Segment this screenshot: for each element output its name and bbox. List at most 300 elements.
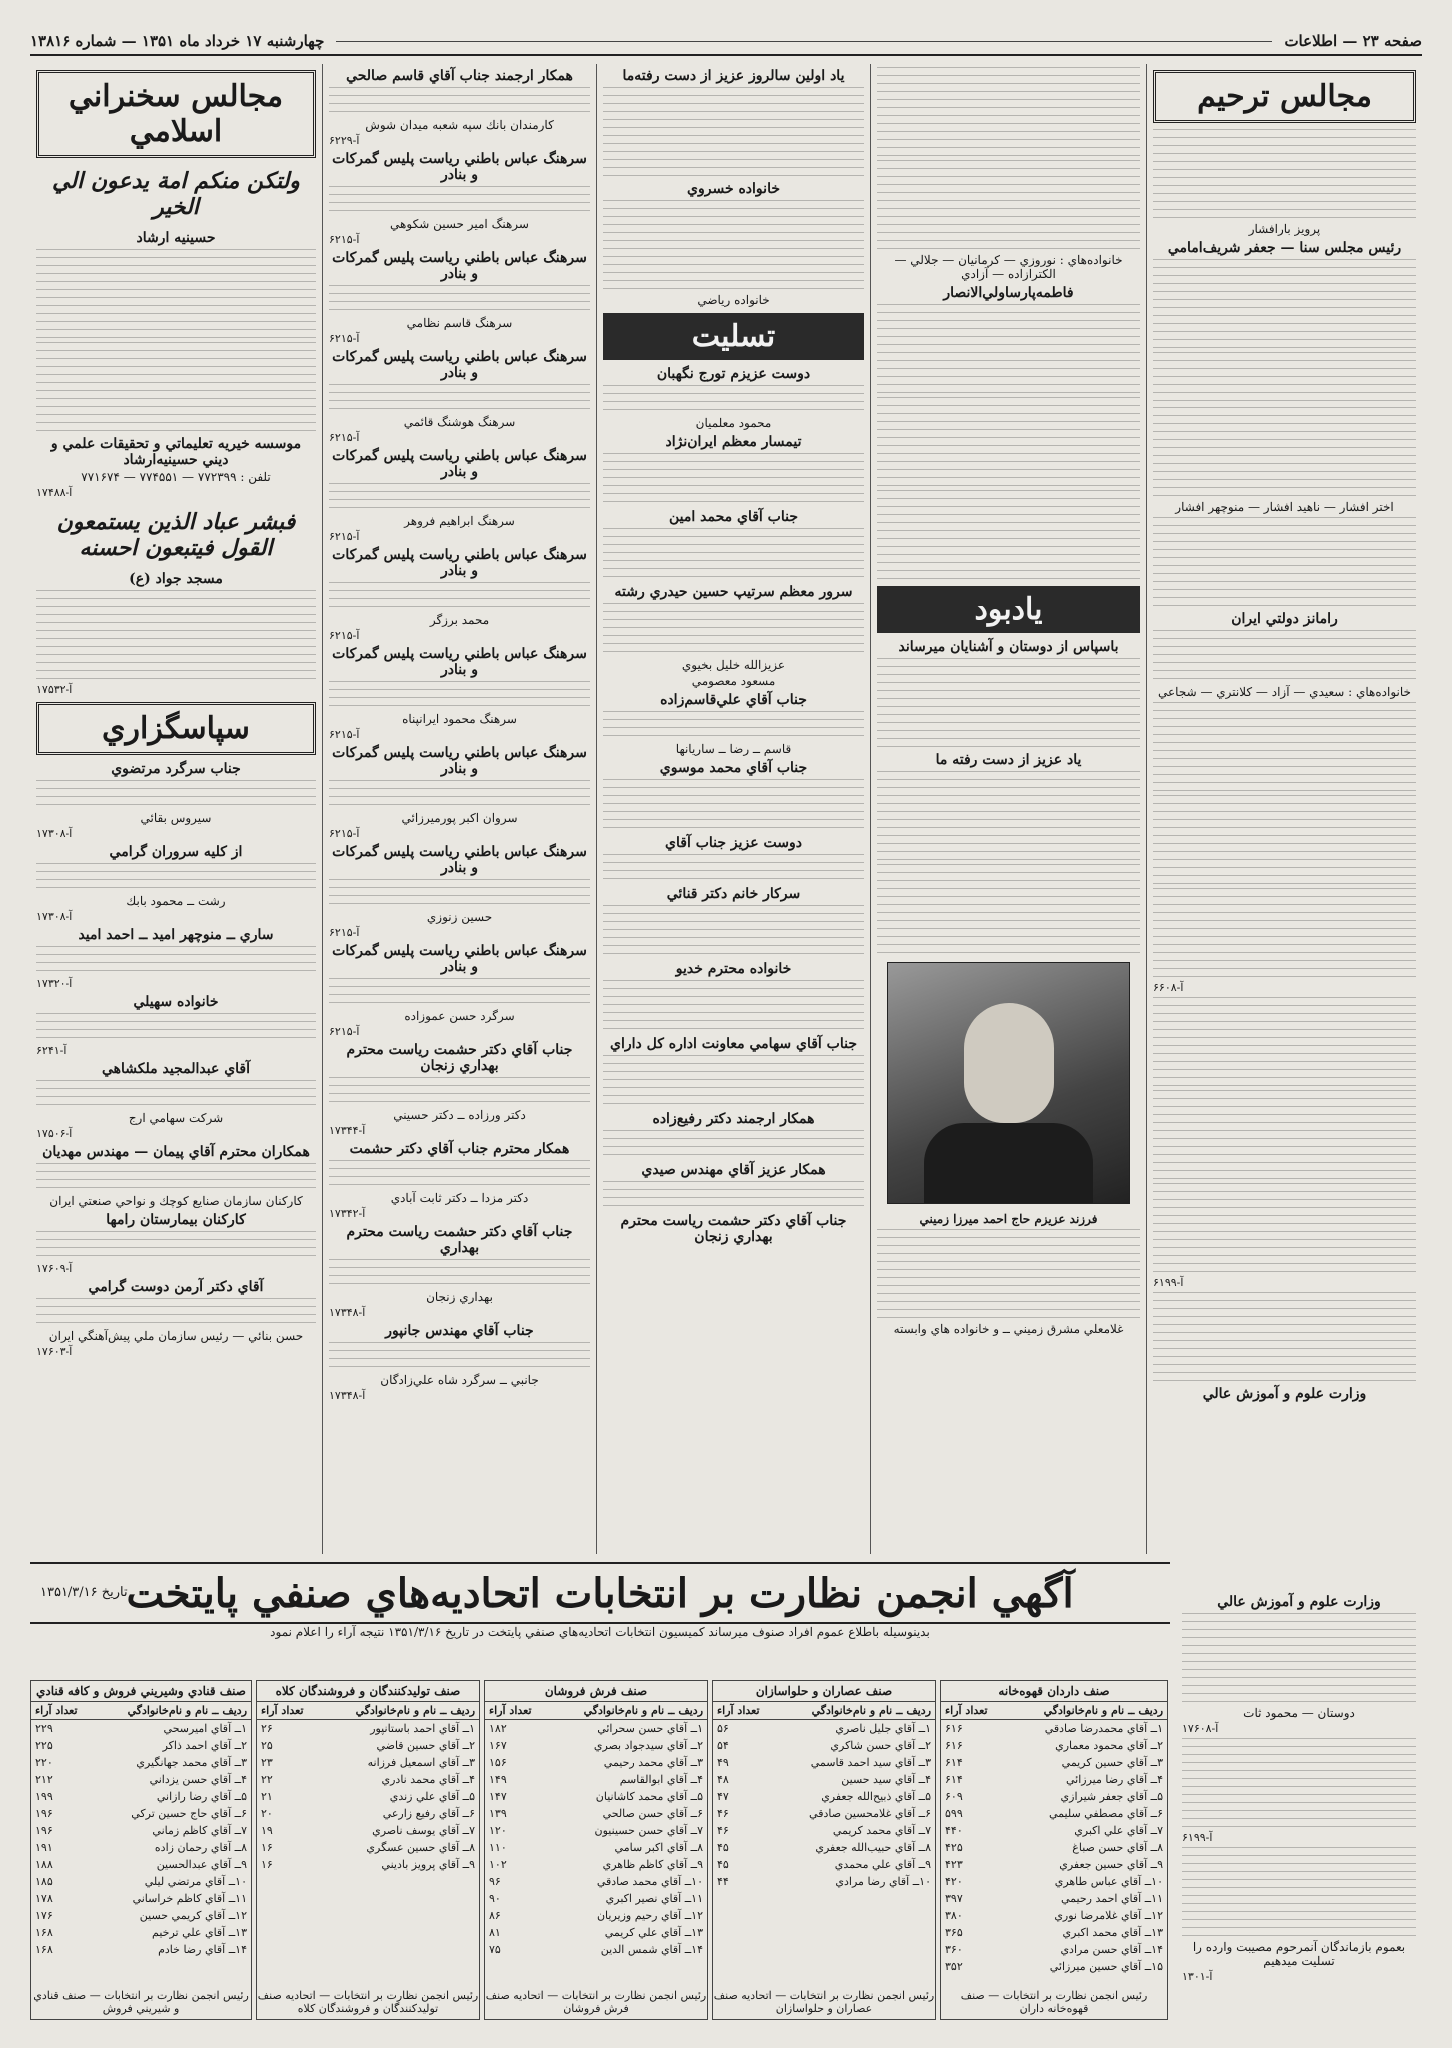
- yadbud-lines-heading: فاطمه‌پارساولي‌الانصار: [943, 285, 1074, 301]
- banner-date: تاريخ ۱۳۵۱/۳/۱۶: [40, 1585, 128, 1600]
- condolence-ad: [329, 448, 590, 543]
- ad-code: آ-۱۷۳۲۰: [36, 977, 73, 990]
- condolence-sign: دكتر ورزاده ــ دكتر حسيني: [393, 1108, 526, 1122]
- table-title: صنف داردان قهوه‌خانه: [941, 1681, 1167, 1702]
- candidate-votes: ۴۴: [717, 1875, 729, 1888]
- table-row: [485, 1856, 707, 1873]
- candidate-name: ۱۵ــ آقاي حسين ميرزائي: [1049, 1960, 1163, 1973]
- candidate-votes: ۱۶: [261, 1858, 273, 1871]
- table-footer: رئيس انجمن نظارت بر انتخابات — صنف قنادي و شيريني فروش: [33, 1989, 249, 2015]
- candidate-votes: ۱۸۸: [35, 1858, 53, 1871]
- condolence-sign: سرهنگ ابراهيم فروهر: [404, 514, 515, 528]
- text-lines: [603, 980, 864, 1032]
- candidate-votes: ۲۲۵: [35, 1739, 53, 1752]
- table-row: [257, 1720, 479, 1737]
- candidate-votes: ۵۴: [717, 1739, 729, 1752]
- sepas-sign: شركت سهامي ارج: [128, 1111, 224, 1125]
- candidate-votes: ۲۰: [261, 1807, 273, 1820]
- condolence-sign: سرهنگ امير حسين شكوهي: [390, 217, 529, 231]
- col-name-header: رديف ــ نام و نام‌خانوادگي: [127, 1704, 247, 1717]
- text-lines: [1153, 1292, 1416, 1382]
- text-lines: [36, 1163, 316, 1191]
- condolence-ad: [329, 1323, 590, 1402]
- text-lines: [329, 483, 590, 511]
- election-table: [940, 1680, 1168, 2020]
- candidate-name: ۸ــ آقاي حسن صباغ: [1072, 1841, 1163, 1854]
- candidate-votes: ۸۱: [489, 1926, 501, 1939]
- col-name-header: رديف ــ نام و نام‌خانوادگي: [811, 1704, 931, 1717]
- candidate-votes: ۴۶: [717, 1824, 729, 1837]
- text-lines: [329, 285, 590, 313]
- sepas-heading: آقاي دكتر آرمن دوست گرامي: [88, 1279, 264, 1295]
- candidate-votes: ۱۹: [261, 1824, 273, 1837]
- table-row: [713, 1839, 935, 1856]
- tasliyat-item: همكار عزيز آقاي مهندس صيدي: [641, 1162, 826, 1178]
- candidate-name: ۹ــ آقاي پرويز باديني: [381, 1858, 475, 1871]
- candidate-name: ۱ــ آقاي محمدرضا صادقي: [1044, 1722, 1163, 1735]
- table-title: صنف عصاران و حلواسازان: [713, 1681, 935, 1702]
- candidate-votes: ۴۵: [717, 1858, 729, 1871]
- tail-heading: وزارت علوم و آموزش عالي: [1217, 1594, 1381, 1610]
- table-row: [941, 1856, 1167, 1873]
- candidate-votes: ۵۹۹: [945, 1807, 963, 1820]
- condolence-sign: حسين زنوزي: [426, 910, 493, 924]
- condolence-heading: سرهنگ عباس باطني رياست پليس گمركات و بنادر: [332, 547, 587, 579]
- condolence-heading: جناب آقاي دكتر حشمت رياست محترم بهداري زنجان: [346, 1042, 573, 1074]
- candidate-votes: ۱۱۰: [489, 1841, 507, 1854]
- text-lines: [329, 582, 590, 610]
- condolence-sign: سرگرد حسن عموزاده: [404, 1009, 515, 1023]
- table-header: [31, 1702, 251, 1720]
- table-row: [31, 1873, 251, 1890]
- col-name-header: رديف ــ نام و نام‌خانوادگي: [1043, 1704, 1163, 1717]
- sepas-heading: ساري ــ منوچهر اميد ــ احمد اميد: [78, 927, 274, 943]
- ad-code: آ-۱۷۳۴۴: [329, 1124, 366, 1137]
- header-page-label: صفحه ۲۳ — اطلاعات: [1284, 32, 1422, 50]
- candidate-name: ۹ــ آقاي كاظم ظاهري: [602, 1858, 703, 1871]
- majales-quote2-sub: مسجد جواد (ع): [129, 571, 223, 587]
- table-row: [31, 1890, 251, 1907]
- candidate-votes: ۱۶۸: [35, 1943, 53, 1956]
- table-row: [485, 1754, 707, 1771]
- table-row: [257, 1771, 479, 1788]
- table-row: [941, 1907, 1167, 1924]
- ad-code: آ-۶۱۹۹: [1182, 1831, 1213, 1844]
- text-lines: [603, 200, 864, 290]
- tarhim-sub: خانواده‌هاي : سعيدي — آزاد — كلانتري — شجاعي: [1158, 685, 1411, 699]
- election-table: [30, 1680, 252, 2020]
- text-lines: [1153, 407, 1416, 497]
- table-row: [485, 1720, 707, 1737]
- tasliyat-item: سركار خانم دكتر قنائي: [666, 886, 801, 902]
- text-lines: [329, 1077, 590, 1105]
- table-row: [713, 1856, 935, 1873]
- candidate-name: ۹ــ آقاي علي محمدي: [834, 1858, 931, 1871]
- text-lines: [603, 1181, 864, 1209]
- sepas-item: [36, 1061, 316, 1140]
- candidate-votes: ۴۷: [717, 1790, 729, 1803]
- text-lines: [1182, 1847, 1416, 1937]
- condolence-sign: سرهنگ هوشنگ قائمي: [403, 415, 516, 429]
- candidate-votes: ۱۶۷: [489, 1739, 507, 1752]
- candidate-name: ۱ــ آقاي احمد باستانپور: [370, 1722, 475, 1735]
- table-row: [31, 1771, 251, 1788]
- tasliyat-item: قاسم ــ رضا ــ ساريانها: [675, 742, 792, 756]
- ad-code: آ-۶۲۱۵: [329, 431, 360, 444]
- condolence-ad: [329, 844, 590, 939]
- candidate-votes: ۴۲۰: [945, 1875, 963, 1888]
- text-lines: [329, 978, 590, 1006]
- candidate-name: ۱۴ــ آقاي شمس الدين: [600, 1943, 703, 1956]
- candidate-name: ۱۲ــ آقاي رحيم وزيريان: [596, 1909, 703, 1922]
- table-row: [713, 1737, 935, 1754]
- candidate-name: ۳ــ آقاي حسين كريمي: [1061, 1756, 1163, 1769]
- yadbud-sub: باسپاس از دوستان و آشنايان ميرساند: [898, 639, 1119, 655]
- text-lines: [1153, 630, 1416, 682]
- ad-code: آ-۱۳۰۱: [1182, 1970, 1213, 1983]
- condolence-ad: [329, 1224, 590, 1319]
- candidate-votes: ۴۶: [717, 1807, 729, 1820]
- tasliyat-item: همكار ارجمند دكتر رفيع‌زاده: [652, 1111, 815, 1127]
- condolence-ad: [329, 250, 590, 345]
- ad-code: آ-۱۷۳۴۲: [329, 1207, 366, 1220]
- tasliyat-item: سرور معظم سرتيپ حسين حيدري رشته: [614, 584, 853, 600]
- candidate-votes: ۶۱۴: [945, 1773, 963, 1786]
- text-lines: [603, 603, 864, 655]
- text-lines: [329, 1342, 590, 1370]
- text-lines: [877, 864, 1140, 954]
- condolence-heading: همكار ارجمند جناب آقاي قاسم صالحي: [346, 68, 573, 84]
- candidate-name: ۷ــ آقاي علي اكبري: [1074, 1824, 1163, 1837]
- table-footer: رئيس انجمن نظارت بر انتخابات — اتحاديه صنف عصاران و حلواسازان: [713, 1989, 935, 2015]
- table-header: [485, 1702, 707, 1720]
- table-row: [941, 1924, 1167, 1941]
- sepas-title: سپاسگزاري: [36, 702, 316, 755]
- table-row: [257, 1788, 479, 1805]
- tarhim-sub: اختر افشار — ناهيد افشار — منوچهر افشار: [1175, 500, 1394, 514]
- table-row: [941, 1805, 1167, 1822]
- sepas-list: [36, 761, 316, 1358]
- candidate-votes: ۹۰: [489, 1892, 501, 1905]
- ad-code: آ-۶۲۱۵: [329, 332, 360, 345]
- candidate-votes: ۱۶۸: [35, 1926, 53, 1939]
- sepas-sign: حسن بنائي — رئيس سازمان ملي پيش‌آهنگي ايران: [48, 1329, 304, 1343]
- candidate-votes: ۴۲۳: [945, 1858, 963, 1871]
- text-lines: [36, 249, 316, 339]
- text-lines: [603, 711, 864, 739]
- sepas-heading: همكاران محترم آقاي پيمان — مهندس مهديان: [42, 1144, 310, 1160]
- candidate-name: ۱ــ آقاي اميرسحي: [163, 1722, 247, 1735]
- candidate-votes: ۲۱: [261, 1790, 273, 1803]
- candidate-votes: ۳۶۵: [945, 1926, 963, 1939]
- table-row: [713, 1771, 935, 1788]
- table-row: [713, 1873, 935, 1890]
- sepas-item: [36, 1279, 316, 1358]
- tarhim-title: مجالس ترحيم: [1153, 70, 1416, 123]
- candidate-name: ۱۱ــ آقاي نصير اكبري: [605, 1892, 703, 1905]
- text-lines: [329, 1160, 590, 1188]
- table-row: [257, 1856, 479, 1873]
- ad-code: آ-۶۲۱۵: [329, 530, 360, 543]
- tasliyat-item: جناب آقاي محمد امين: [668, 509, 798, 525]
- table-footer: رئيس انجمن نظارت بر انتخابات — صنف قهوه‌خانه داران: [960, 1989, 1148, 2015]
- col-name-header: رديف ــ نام و نام‌خانوادگي: [583, 1704, 703, 1717]
- tail-column: [1176, 1590, 1422, 2020]
- candidate-name: ۲ــ آقاي احمد ذاكر: [162, 1739, 247, 1752]
- text-lines: [877, 67, 1140, 157]
- table-row: [257, 1839, 479, 1856]
- condolence-sign: سرهنگ محمود ايرانپناه: [402, 712, 517, 726]
- candidate-name: ۱۳ــ آقاي علي كريمي: [604, 1926, 703, 1939]
- candidate-votes: ۲۲۰: [35, 1756, 53, 1769]
- condolence-sign: سروان اكبر پورميرزائي: [401, 811, 518, 825]
- candidate-name: ۲ــ آقاي محمود معماري: [1055, 1739, 1163, 1752]
- table-row: [941, 1890, 1167, 1907]
- condolence-ad: [329, 68, 590, 147]
- tasliyat-item: دوست عزيز جناب آقاي: [665, 835, 802, 851]
- text-lines: [877, 160, 1140, 250]
- text-lines: [36, 946, 316, 974]
- text-lines: [877, 1229, 1140, 1319]
- table-row: [485, 1839, 707, 1856]
- text-lines: [1153, 795, 1416, 885]
- candidate-votes: ۶۱۶: [945, 1722, 963, 1735]
- election-banner: [30, 1562, 1170, 1624]
- candidate-name: ۴ــ آقاي رضا ميرزائي: [1065, 1773, 1163, 1786]
- text-lines: [1182, 1738, 1416, 1828]
- candidate-name: ۲ــ آقاي حسن شاكري: [830, 1739, 931, 1752]
- text-lines: [36, 342, 316, 432]
- candidate-name: ۹ــ آقاي حسين جعفري: [1059, 1858, 1163, 1871]
- candidate-votes: ۲۳: [261, 1756, 273, 1769]
- family-riazi: خانواده رياضي: [697, 293, 770, 307]
- condolence-sign: بهداري زنجان: [426, 1290, 493, 1304]
- condolence-heading: سرهنگ عباس باطني رياست پليس گمركات و بنادر: [332, 844, 587, 876]
- page-header: [30, 28, 1422, 56]
- condolence-heading: سرهنگ عباس باطني رياست پليس گمركات و بنادر: [332, 349, 587, 381]
- table-header: [713, 1702, 935, 1720]
- tasliyat-item: عزيزالله خليل بخيوي: [681, 658, 786, 672]
- ad-code: آ-۱۷۳۰۸: [36, 827, 73, 840]
- candidate-votes: ۴۸: [717, 1773, 729, 1786]
- condolence-ad: [329, 151, 590, 246]
- candidate-name: ۱۳ــ آقاي علي ترخيم: [152, 1926, 247, 1939]
- text-lines: [36, 1013, 316, 1041]
- candidate-name: ۴ــ آقاي محمد نادري: [381, 1773, 475, 1786]
- sepas-sign: رشت ــ محمود بابك: [126, 894, 226, 908]
- candidate-name: ۶ــ آقاي حسن صالحي: [602, 1807, 703, 1820]
- candidate-votes: ۱۳۹: [489, 1807, 507, 1820]
- table-row: [713, 1720, 935, 1737]
- candidate-name: ۷ــ آقاي يوسف ناصري: [372, 1824, 475, 1837]
- text-lines: [36, 1231, 316, 1259]
- tasliyat-title: تسليت: [603, 313, 864, 360]
- text-lines: [1153, 1090, 1416, 1180]
- text-lines: [36, 863, 316, 891]
- table-row: [31, 1856, 251, 1873]
- column-yadbud: [870, 64, 1146, 1554]
- ad-code: آ-۱۷۴۸۸: [36, 486, 73, 499]
- text-lines: [603, 87, 864, 177]
- candidate-name: ۱ــ آقاي حسن سحرائي: [597, 1722, 703, 1735]
- text-lines: [1153, 129, 1416, 219]
- table-row: [485, 1907, 707, 1924]
- candidate-name: ۵ــ آقاي محمد كاشانيان: [595, 1790, 703, 1803]
- tarhim-sub: پرويز بارافشار: [1248, 222, 1321, 236]
- ad-code: آ-۱۷۳۰۸: [36, 910, 73, 923]
- table-row: [485, 1873, 707, 1890]
- table-row: [941, 1737, 1167, 1754]
- condolence-sign: محمد برزگر: [429, 613, 490, 627]
- sepas-heading: از كليه سروران گرامي: [109, 844, 243, 860]
- table-row: [485, 1805, 707, 1822]
- candidate-name: ۴ــ آقاي سيد حسين: [841, 1773, 931, 1786]
- yadbud-heading: ياد عزيز از دست رفته ما: [935, 752, 1082, 768]
- column-tasliyat: [596, 64, 870, 1554]
- sepas-sign: سيروس بقائي: [140, 811, 212, 825]
- table-title: صنف قنادي وشيريني فروش و كافه قنادي: [31, 1681, 251, 1702]
- text-lines: [877, 771, 1140, 861]
- col-votes-header: تعداد آراء: [489, 1704, 532, 1717]
- candidate-votes: ۲۲۹: [35, 1722, 53, 1735]
- text-lines: [877, 658, 1140, 748]
- table-row: [941, 1958, 1167, 1975]
- condolence-heading: همكار محترم جناب آقاي دكتر حشمت: [349, 1141, 570, 1157]
- tail-item: دوستان — محمود ثات: [1243, 1706, 1355, 1720]
- table-row: [31, 1941, 251, 1958]
- candidate-name: ۲ــ آقاي سيدجواد بصري: [593, 1739, 703, 1752]
- condolence-ad: [329, 943, 590, 1038]
- tail-closing: بعموم بازماندگان آنمرحوم مصيبت وارده را تسليت ميدهيم: [1192, 1940, 1406, 1968]
- candidate-name: ۱۰ــ آقاي عباس طاهري: [1054, 1875, 1163, 1888]
- text-lines: [1153, 888, 1416, 978]
- table-row: [485, 1941, 707, 1958]
- yadbud-family-block: خانواده‌هاي : نوروزي — كرمانيان — جلالي — الكترا‌زاده — آزادي: [894, 253, 1123, 281]
- table-row: [31, 1737, 251, 1754]
- candidate-name: ۴ــ آقاي حسن يزداني: [149, 1773, 247, 1786]
- condolence-sign: جانبي ــ سرگرد شاه علي‌زادگان: [380, 1373, 539, 1387]
- tasliyat-item: خانواده محترم خديو: [675, 961, 792, 977]
- table-row: [941, 1839, 1167, 1856]
- tasliyat-item: جناب آقاي محمد موسوي: [659, 760, 808, 776]
- portrait-photo: [887, 962, 1130, 1204]
- candidate-votes: ۱۹۱: [35, 1841, 53, 1854]
- candidate-name: ۱۴ــ آقاي حسن مرادي: [1060, 1943, 1163, 1956]
- column-majales: [30, 64, 322, 1554]
- candidate-name: ۱۰ــ آقاي مرتضي ليلي: [144, 1875, 247, 1888]
- candidate-votes: ۱۸۲: [489, 1722, 507, 1735]
- text-lines: [877, 490, 1140, 580]
- col-votes-header: تعداد آراء: [35, 1704, 78, 1717]
- table-row: [31, 1754, 251, 1771]
- candidate-votes: ۱۵۶: [489, 1756, 507, 1769]
- candidate-votes: ۳۸۰: [945, 1909, 963, 1922]
- col-votes-header: تعداد آراء: [945, 1704, 988, 1717]
- text-lines: [1153, 702, 1416, 792]
- sepas-heading: جناب سرگرد مرتضوي: [111, 761, 241, 777]
- sepas-item: [36, 994, 316, 1057]
- candidate-votes: ۶۱۴: [945, 1756, 963, 1769]
- ad-code: آ-۶۲۲۹: [329, 134, 360, 147]
- condolence-heading: سرهنگ عباس باطني رياست پليس گمركات و بنادر: [332, 646, 587, 678]
- candidate-votes: ۲۱۲: [35, 1773, 53, 1786]
- banner-title: آگهي انجمن نظارت بر انتخابات اتحاديه‌هاي صنفي پايتخت: [126, 1569, 1074, 1617]
- condolence-ad: [329, 1141, 590, 1220]
- text-lines: [329, 780, 590, 808]
- ad-code: آ-۱۷۵۳۲: [36, 683, 73, 696]
- condolence-ad: [329, 547, 590, 642]
- column-tarhim: [1146, 64, 1422, 1554]
- table-row: [485, 1737, 707, 1754]
- table-header: [257, 1702, 479, 1720]
- condolence-heading: جناب آقاي مهندس جانپور: [385, 1323, 534, 1339]
- candidate-votes: ۶۰۹: [945, 1790, 963, 1803]
- table-row: [257, 1822, 479, 1839]
- tarhim-heading: رامانز دولتي ايران: [1231, 611, 1338, 627]
- candidate-name: ۷ــ آقاي كاظم زماني: [152, 1824, 247, 1837]
- col-votes-header: تعداد آراء: [261, 1704, 304, 1717]
- table-row: [31, 1839, 251, 1856]
- candidate-name: ۵ــ آقاي ذبيح‌الله جعفري: [821, 1790, 931, 1803]
- ad-code: آ-۶۶۰۸: [1153, 981, 1184, 994]
- candidate-name: ۶ــ آقاي رفيع زارعي: [382, 1807, 475, 1820]
- yadbud-tail: غلامعلي مشرق زميني ــ و خانواده هاي وابسته: [893, 1322, 1124, 1336]
- candidate-name: ۳ــ آقاي محمد جهانگيري: [136, 1756, 247, 1769]
- text-lines: [603, 385, 864, 413]
- text-lines: [603, 854, 864, 882]
- candidate-votes: ۱۸۵: [35, 1875, 53, 1888]
- ad-code: آ-۶۲۱۵: [329, 827, 360, 840]
- ad-code: آ-۱۷۶۰۳: [36, 1345, 73, 1358]
- candidate-name: ۱۳ــ آقاي محمد اكبري: [1062, 1926, 1163, 1939]
- table-row: [257, 1805, 479, 1822]
- table-row: [31, 1924, 251, 1941]
- candidate-votes: ۵۶: [717, 1722, 729, 1735]
- sepas-sign: كاركنان سازمان صنايع كوچك و نواحي صنعتي ايران: [49, 1194, 303, 1208]
- table-row: [941, 1788, 1167, 1805]
- text-lines: [329, 1259, 590, 1287]
- ad-code: آ-۶۲۱۵: [329, 233, 360, 246]
- tasliyat-item: جناب آقاي دكتر حشمت رياست محترم بهداري زنجان: [620, 1213, 847, 1245]
- candidate-votes: ۱۲۰: [489, 1824, 507, 1837]
- tarhim-heading: وزارت علوم و آموزش عالي: [1202, 1386, 1367, 1402]
- ad-code: آ-۶۲۱۵: [329, 1025, 360, 1038]
- candidate-votes: ۳۹۷: [945, 1892, 963, 1905]
- text-lines: [36, 590, 316, 680]
- table-row: [31, 1720, 251, 1737]
- table-row: [485, 1788, 707, 1805]
- ad-code: آ-۶۱۹۹: [1153, 1276, 1184, 1289]
- table-title: صنف فرش فروشان: [485, 1681, 707, 1702]
- candidate-name: ۶ــ آقاي مصطفي سليمي: [1048, 1807, 1163, 1820]
- candidate-votes: ۱۰۲: [489, 1858, 507, 1871]
- candidate-name: ۱ــ آقاي جليل ناصري: [835, 1722, 931, 1735]
- tasliyat-top-heading: خانواده خسروي: [687, 181, 780, 197]
- condolence-heading: سرهنگ عباس باطني رياست پليس گمركات و بنادر: [332, 745, 587, 777]
- condolence-heading: سرهنگ عباس باطني رياست پليس گمركات و بنادر: [332, 448, 587, 480]
- candidate-votes: ۳۵۲: [945, 1960, 963, 1973]
- election-table: [256, 1680, 480, 2020]
- candidate-votes: ۱۷۶: [35, 1909, 53, 1922]
- table-row: [941, 1941, 1167, 1958]
- candidate-votes: ۹۶: [489, 1875, 501, 1888]
- condolence-ad: [329, 349, 590, 444]
- table-row: [941, 1822, 1167, 1839]
- ad-code: آ-۶۲۱۵: [329, 629, 360, 642]
- sepas-heading: آقاي عبدالمجيد ملكشاهي: [101, 1061, 250, 1077]
- condolence-heading: جناب آقاي دكتر حشمت رياست محترم بهداري: [346, 1224, 573, 1256]
- candidate-votes: ۲۲: [261, 1773, 273, 1786]
